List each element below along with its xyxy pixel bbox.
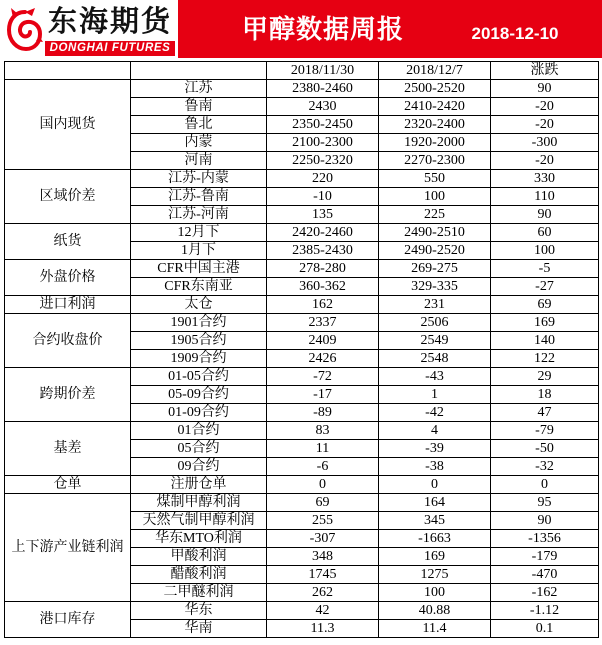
curr-value-cell: 225 [379, 206, 491, 224]
item-name-cell: 甲酸利润 [131, 548, 267, 566]
prev-value-cell: 1745 [267, 566, 379, 584]
prev-value-cell: 0 [267, 476, 379, 494]
change-value-cell: -32 [491, 458, 599, 476]
item-name-cell: 江苏-河南 [131, 206, 267, 224]
curr-value-cell: 1275 [379, 566, 491, 584]
prev-value-cell: -6 [267, 458, 379, 476]
curr-value-cell: 0 [379, 476, 491, 494]
prev-value-cell: 2350-2450 [267, 116, 379, 134]
change-value-cell: 29 [491, 368, 599, 386]
item-name-cell: 江苏 [131, 80, 267, 98]
table-row [5, 602, 599, 620]
report-header-bar [178, 0, 602, 58]
curr-value-cell: 2549 [379, 332, 491, 350]
item-name-cell: 太仓 [131, 296, 267, 314]
curr-value-cell: -38 [379, 458, 491, 476]
item-name-cell: 1月下 [131, 242, 267, 260]
table-row [5, 80, 599, 98]
column-header-item [131, 62, 267, 80]
prev-value-cell: -10 [267, 188, 379, 206]
prev-value-cell: 2250-2320 [267, 152, 379, 170]
change-value-cell: 47 [491, 404, 599, 422]
change-value-cell: 60 [491, 224, 599, 242]
change-value-cell: -179 [491, 548, 599, 566]
item-name-cell: 天然气制甲醇利润 [131, 512, 267, 530]
curr-value-cell: 2548 [379, 350, 491, 368]
table-header-row [5, 62, 599, 80]
change-value-cell: 140 [491, 332, 599, 350]
curr-value-cell: 2270-2300 [379, 152, 491, 170]
item-name-cell: 华东MTO利润 [131, 530, 267, 548]
curr-value-cell: -43 [379, 368, 491, 386]
change-value-cell: -20 [491, 98, 599, 116]
table-body [5, 80, 599, 638]
item-name-cell: 1901合约 [131, 314, 267, 332]
prev-value-cell: 220 [267, 170, 379, 188]
curr-value-cell: 1920-2000 [379, 134, 491, 152]
change-value-cell: -300 [491, 134, 599, 152]
prev-value-cell: 278-280 [267, 260, 379, 278]
prev-value-cell: 83 [267, 422, 379, 440]
curr-value-cell: 2410-2420 [379, 98, 491, 116]
item-name-cell: 华南 [131, 620, 267, 638]
item-name-cell: 二甲醚利润 [131, 584, 267, 602]
prev-value-cell: -72 [267, 368, 379, 386]
table-row [5, 296, 599, 314]
change-value-cell: 90 [491, 80, 599, 98]
column-header-change: 涨跌 [491, 62, 599, 80]
curr-value-cell: 2490-2520 [379, 242, 491, 260]
change-value-cell: -20 [491, 116, 599, 134]
item-name-cell: 05-09合约 [131, 386, 267, 404]
category-cell: 仓单 [5, 476, 131, 494]
curr-value-cell: 4 [379, 422, 491, 440]
change-value-cell: 330 [491, 170, 599, 188]
curr-value-cell: 329-335 [379, 278, 491, 296]
dragon-emblem-icon [5, 6, 43, 52]
curr-value-cell: 550 [379, 170, 491, 188]
curr-value-cell: -39 [379, 440, 491, 458]
prev-value-cell: -89 [267, 404, 379, 422]
company-logo [2, 2, 176, 57]
category-cell: 外盘价格 [5, 260, 131, 296]
item-name-cell: 05合约 [131, 440, 267, 458]
item-name-cell: 01合约 [131, 422, 267, 440]
curr-value-cell: 2320-2400 [379, 116, 491, 134]
item-name-cell: 河南 [131, 152, 267, 170]
change-value-cell: 122 [491, 350, 599, 368]
change-value-cell: 0.1 [491, 620, 599, 638]
prev-value-cell: 162 [267, 296, 379, 314]
prev-value-cell: 2409 [267, 332, 379, 350]
category-cell: 基差 [5, 422, 131, 476]
change-value-cell: -20 [491, 152, 599, 170]
curr-value-cell: 2500-2520 [379, 80, 491, 98]
category-cell: 合约收盘价 [5, 314, 131, 368]
table-row [5, 494, 599, 512]
change-value-cell: -470 [491, 566, 599, 584]
curr-value-cell: 1 [379, 386, 491, 404]
prev-value-cell: 2337 [267, 314, 379, 332]
curr-value-cell: -42 [379, 404, 491, 422]
change-value-cell: 169 [491, 314, 599, 332]
item-name-cell: 1905合约 [131, 332, 267, 350]
prev-value-cell: 262 [267, 584, 379, 602]
curr-value-cell: 100 [379, 584, 491, 602]
curr-value-cell: 231 [379, 296, 491, 314]
item-name-cell: 内蒙 [131, 134, 267, 152]
change-value-cell: 0 [491, 476, 599, 494]
prev-value-cell: 135 [267, 206, 379, 224]
item-name-cell: 华东 [131, 602, 267, 620]
item-name-cell: 江苏-内蒙 [131, 170, 267, 188]
change-value-cell: -50 [491, 440, 599, 458]
change-value-cell: 18 [491, 386, 599, 404]
category-cell: 区域价差 [5, 170, 131, 224]
column-header-curr-date: 2018/12/7 [379, 62, 491, 80]
item-name-cell: 01-09合约 [131, 404, 267, 422]
logo-english-name: DONGHAI FUTURES [45, 41, 175, 56]
item-name-cell: CFR中国主港 [131, 260, 267, 278]
change-value-cell: 90 [491, 206, 599, 224]
prev-value-cell: 2100-2300 [267, 134, 379, 152]
change-value-cell: -1356 [491, 530, 599, 548]
category-cell: 港口库存 [5, 602, 131, 638]
category-cell: 国内现货 [5, 80, 131, 170]
change-value-cell: 100 [491, 242, 599, 260]
table-row [5, 260, 599, 278]
category-cell: 纸货 [5, 224, 131, 260]
curr-value-cell: 40.88 [379, 602, 491, 620]
methanol-data-table [4, 61, 599, 638]
prev-value-cell: 2430 [267, 98, 379, 116]
column-header-category [5, 62, 131, 80]
prev-value-cell: 348 [267, 548, 379, 566]
prev-value-cell: 11.3 [267, 620, 379, 638]
item-name-cell: 煤制甲醇利润 [131, 494, 267, 512]
curr-value-cell: 2506 [379, 314, 491, 332]
change-value-cell: 110 [491, 188, 599, 206]
curr-value-cell: 269-275 [379, 260, 491, 278]
prev-value-cell: 2380-2460 [267, 80, 379, 98]
curr-value-cell: 345 [379, 512, 491, 530]
item-name-cell: 江苏-鲁南 [131, 188, 267, 206]
table-row [5, 224, 599, 242]
change-value-cell: -79 [491, 422, 599, 440]
curr-value-cell: 100 [379, 188, 491, 206]
change-value-cell: -5 [491, 260, 599, 278]
curr-value-cell: -1663 [379, 530, 491, 548]
category-cell: 跨期价差 [5, 368, 131, 422]
table-row [5, 170, 599, 188]
table-row [5, 422, 599, 440]
report-date: 2018-12-10 [471, 24, 559, 43]
category-cell: 上下游产业链利润 [5, 494, 131, 602]
item-name-cell: 12月下 [131, 224, 267, 242]
table-row [5, 314, 599, 332]
change-value-cell: 90 [491, 512, 599, 530]
item-name-cell: 1909合约 [131, 350, 267, 368]
curr-value-cell: 164 [379, 494, 491, 512]
item-name-cell: 01-05合约 [131, 368, 267, 386]
item-name-cell: 鲁北 [131, 116, 267, 134]
prev-value-cell: 42 [267, 602, 379, 620]
table-row [5, 368, 599, 386]
category-cell: 进口利润 [5, 296, 131, 314]
prev-value-cell: 2426 [267, 350, 379, 368]
item-name-cell: 醋酸利润 [131, 566, 267, 584]
curr-value-cell: 169 [379, 548, 491, 566]
change-value-cell: 95 [491, 494, 599, 512]
change-value-cell: -1.12 [491, 602, 599, 620]
prev-value-cell: 11 [267, 440, 379, 458]
table-row [5, 476, 599, 494]
curr-value-cell: 11.4 [379, 620, 491, 638]
prev-value-cell: 2385-2430 [267, 242, 379, 260]
prev-value-cell: 255 [267, 512, 379, 530]
prev-value-cell: 2420-2460 [267, 224, 379, 242]
prev-value-cell: -307 [267, 530, 379, 548]
report-title: 甲醇数据周报 [241, 14, 404, 44]
item-name-cell: CFR东南亚 [131, 278, 267, 296]
change-value-cell: -27 [491, 278, 599, 296]
curr-value-cell: 2490-2510 [379, 224, 491, 242]
prev-value-cell: 69 [267, 494, 379, 512]
prev-value-cell: -17 [267, 386, 379, 404]
item-name-cell: 鲁南 [131, 98, 267, 116]
column-header-prev-date: 2018/11/30 [267, 62, 379, 80]
item-name-cell: 09合约 [131, 458, 267, 476]
prev-value-cell: 360-362 [267, 278, 379, 296]
change-value-cell: 69 [491, 296, 599, 314]
item-name-cell: 注册仓单 [131, 476, 267, 494]
logo-chinese-name: 东海期货 [48, 6, 173, 38]
change-value-cell: -162 [491, 584, 599, 602]
